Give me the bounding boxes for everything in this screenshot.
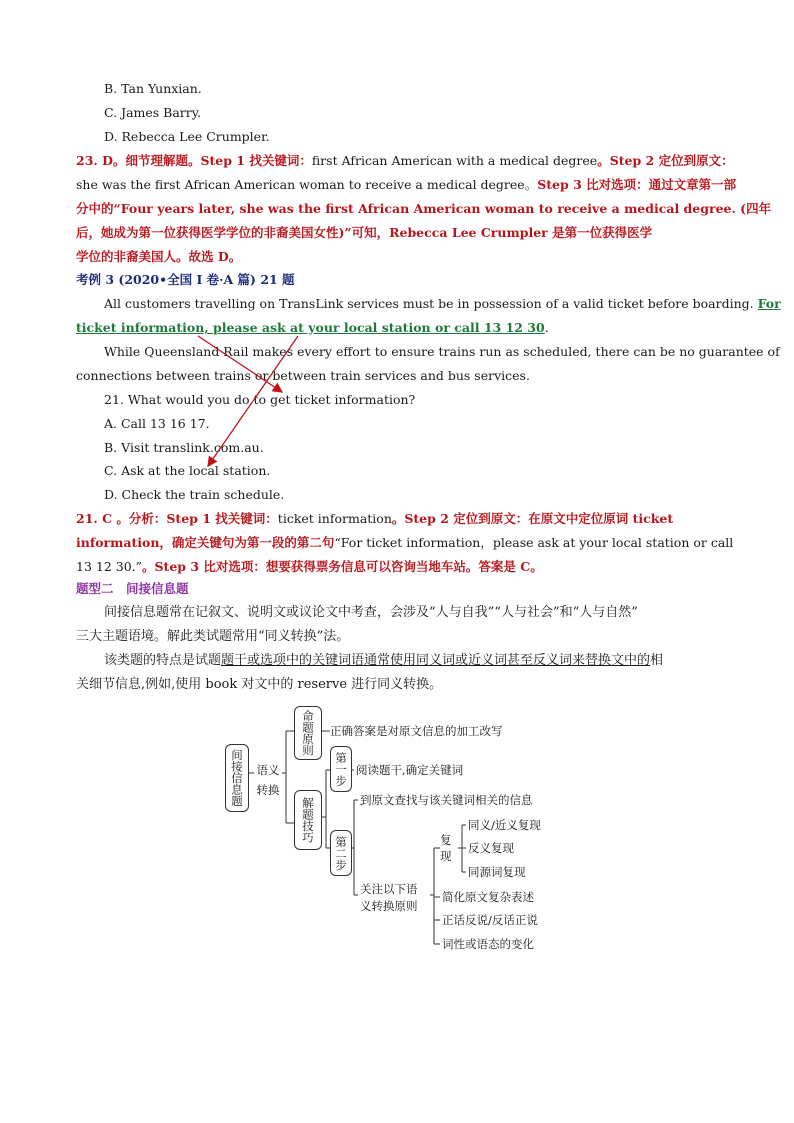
question-21-option-a: A. Call 13 16 17.	[104, 416, 210, 431]
diagram-principle-label: 命题原则	[301, 710, 315, 756]
passage-key-sentence: ticket information, please ask at your local station or call 13 12 30	[76, 320, 545, 335]
answer-21-source-end: 13 12 30.”	[76, 559, 143, 574]
answer-23-step2: 。Step 2 定位到原文：	[597, 153, 734, 168]
passage-p1-text: All customers travelling on TransLink services must be in possession of a valid ticket before boarding.	[104, 296, 754, 311]
type-2-p2-line-2: 关细节信息,例如,使用 book 对文中的 reserve 进行同义转换。	[76, 677, 443, 692]
type-2-p1-line-1: 间接信息题常在记叙文、说明文或议论文中考查，会涉及“人与自我”“人与社会”和“人与自然”	[104, 605, 638, 620]
diagram-recur-item-3: 同源词复现	[468, 865, 526, 879]
type-2-p2-underlined: 题干或选项中的关键词语通常使用同义词或近义词甚至反义词来替换文中的	[221, 653, 651, 668]
diagram-recur: 复现	[440, 833, 452, 863]
answer-23-keyword: first African American with a medical degree	[311, 153, 598, 168]
diagram-other-item-1: 简化原文复杂表述	[442, 890, 534, 904]
diagram-principle-desc: 正确答案是对原文信息的加工改写	[330, 724, 503, 738]
diagram-other-item-2: 正话反说/反话正说	[442, 913, 538, 927]
diagram-step-1	[330, 746, 352, 792]
example-3-heading: 考例 3 (2020•全国 I 卷·A 篇) 21 题	[76, 272, 295, 287]
diagram-technique-label: 解题技巧	[301, 797, 315, 843]
diagram-root-label: 间接信息题	[230, 749, 244, 807]
question-21: 21. What would you do to get ticket information?	[104, 392, 416, 407]
type-2-heading: 题型二 间接信息题	[76, 581, 189, 596]
answer-23-step1: 23. D。细节理解题。Step 1 找关键词：	[76, 153, 312, 168]
diagram-semantic-conversion: 语义转换	[256, 763, 280, 797]
option-c: C. James Barry.	[104, 105, 202, 120]
diagram-root-indirect-info	[225, 744, 249, 812]
answer-21-step1: 21. C 。分析：Step 1 找关键词：	[76, 511, 278, 526]
diagram-step-1-desc: 阅读题干,确定关键词	[356, 763, 464, 777]
answer-23-step3: Step 3 比对选项：通过文章第一部	[537, 177, 737, 192]
diagram-step-1-label: 第一步	[334, 751, 348, 787]
type-2-p2-start: 该类题的特点是试题	[104, 653, 222, 668]
diagram-step-2-label: 第二步	[334, 835, 348, 871]
question-21-option-c: C. Ask at the local station.	[104, 463, 271, 478]
option-b: B. Tan Yunxian.	[104, 81, 202, 96]
diagram-focus-line-1: 关注以下语	[360, 882, 418, 896]
option-d: D. Rebecca Lee Crumpler.	[104, 129, 270, 144]
diagram-other-item-3: 词性或语态的变化	[442, 937, 534, 951]
answer-21-step3: 。Step 3 比对选项：想要获得票务信息可以咨询当地车站。答案是 C。	[142, 559, 543, 574]
diagram-focus-line-2: 义转换原则	[360, 899, 418, 913]
diagram-principle	[294, 706, 322, 760]
answer-21-keyword: ticket information	[277, 511, 392, 526]
passage-p2-line-2: connections between trains or between train services and bus services.	[76, 368, 530, 383]
passage-key-sentence-start: For	[757, 296, 781, 311]
answer-23-source: she was the first African American woman to receive a medical degree。	[76, 177, 538, 192]
answer-23-line-5: 学位的非裔美国人。故选 D。	[76, 249, 242, 264]
type-2-p1-line-2: 三大主题语境。解此类试题常用“同义转换”法。	[76, 629, 350, 644]
answer-23-line-3: 分中的“Four years later, she was the first African American woman to receive a medical degree. (四年	[76, 201, 772, 216]
answer-23-line-4: 后，她成为第一位获得医学学位的非裔美国女性)”可知，Rebecca Lee Crumpler 是第一位获得医学	[76, 225, 653, 240]
type-2-p2-end: 相	[650, 653, 664, 668]
question-21-option-b: B. Visit translink.com.au.	[104, 440, 264, 455]
diagram-recur-item-2: 反义复现	[468, 841, 514, 855]
diagram-technique	[294, 790, 322, 850]
passage-period: .	[544, 320, 549, 335]
diagram-recur-item-1: 同义/近义复现	[468, 818, 541, 832]
question-21-option-d: D. Check the train schedule.	[104, 487, 285, 502]
diagram-step-2-desc: 到原文查找与该关键词相关的信息	[360, 793, 533, 807]
answer-21-source: “For ticket information，please ask at your local station or call	[334, 535, 734, 550]
passage-p2-line-1: While Queensland Rail makes every effort to ensure trains run as scheduled, there can be no guarantee of	[104, 344, 780, 359]
answer-21-step2: 。Step 2 定位到原文：在原文中定位原词 ticket	[391, 511, 674, 526]
diagram-step-2	[330, 830, 352, 876]
answer-21-locate: information，确定关键句为第一段的第二句	[76, 535, 335, 550]
